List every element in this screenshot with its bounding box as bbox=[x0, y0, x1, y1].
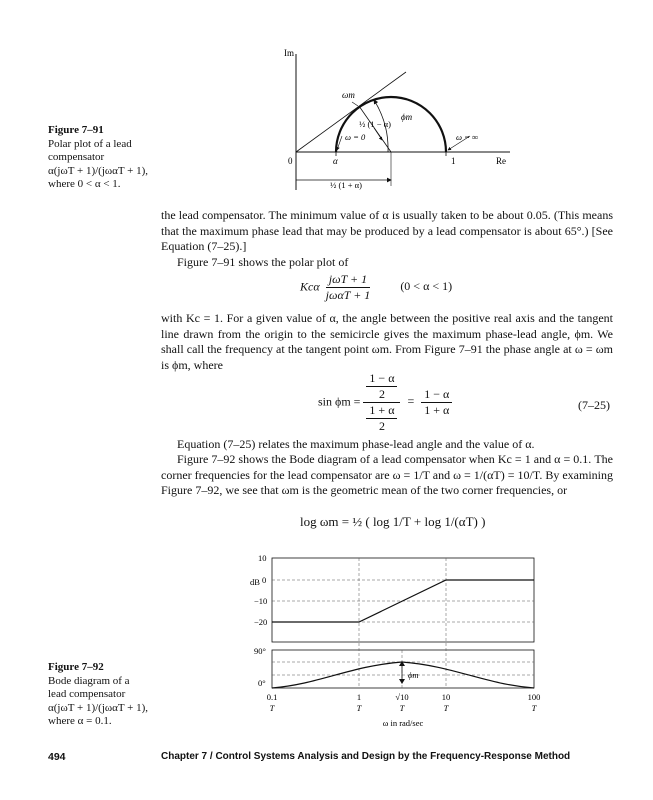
x-tick-den: T bbox=[443, 703, 449, 713]
omega-inf-label: ω = ∞ bbox=[456, 132, 479, 142]
eq1-condition: (0 < α < 1) bbox=[400, 279, 453, 294]
caption-line: compensator bbox=[48, 151, 105, 163]
caption-line: Bode diagram of a bbox=[48, 674, 130, 687]
x-tick-den: T bbox=[269, 703, 275, 713]
x-tick: √10 bbox=[395, 692, 409, 702]
figure-7-91-caption bbox=[48, 124, 188, 192]
caption-line: lead compensator bbox=[48, 688, 126, 700]
x-tick: 0.1 bbox=[266, 692, 278, 702]
omega-m-label: ωm bbox=[342, 90, 355, 100]
x-tick: 1 bbox=[356, 692, 362, 702]
x-tick-den: T bbox=[531, 703, 537, 713]
eq2-den-bot: 2 bbox=[378, 419, 385, 433]
center-label: ½ (1 + α) bbox=[330, 180, 362, 190]
equation-tag: (7–25) bbox=[578, 398, 610, 412]
mag-tick: 0 bbox=[262, 575, 267, 585]
mag-tick: −10 bbox=[254, 596, 268, 606]
x-tick: 100 bbox=[527, 692, 541, 702]
equation-3: log ωm = ½ ( log 1/T + log 1/(αT) ) bbox=[300, 514, 486, 529]
one-tick-label: 1 bbox=[451, 156, 456, 166]
mag-tick: −20 bbox=[254, 617, 268, 627]
phase-tick: 90° bbox=[254, 646, 266, 656]
eq1-numerator: jωT + 1 bbox=[326, 272, 370, 288]
magnitude-panel bbox=[272, 558, 534, 642]
caption-line: α(jωT + 1)/(jωαT + 1), bbox=[48, 701, 149, 714]
figure-label: Figure 7–91 bbox=[48, 124, 104, 136]
im-label: Im bbox=[284, 48, 294, 58]
alpha-tick-label: α bbox=[333, 156, 338, 166]
eq2-den-top: 1 + α bbox=[366, 403, 397, 419]
eq2-num-top: 1 − α bbox=[366, 371, 397, 387]
figure-label: Figure 7–92 bbox=[48, 661, 104, 673]
eq1-denominator: jωαT + 1 bbox=[325, 288, 371, 302]
origin-label: 0 bbox=[288, 156, 293, 166]
paragraph-3: with Kc = 1. For a given value of α, the angle between the positive real axis and the tangent line drawn from the origin to the semicircle gives the maximum phase-lead angle, ϕm. We shall call the frequency at the tangent point ωm. From Figure 7–91 the phase angle at ω = ωm is ϕm, where bbox=[161, 311, 613, 372]
caption-line: Polar plot of a lead bbox=[48, 137, 132, 150]
re-label: Re bbox=[496, 156, 506, 166]
db-unit-label: dB bbox=[250, 577, 260, 587]
paragraph-2: Figure 7–91 shows the polar plot of bbox=[177, 255, 349, 269]
semicircle-curve bbox=[336, 97, 446, 152]
paragraph-4: Equation (7–25) relates the maximum phase-lead angle and the value of α. bbox=[177, 437, 535, 451]
phi-m-label: ϕm bbox=[401, 112, 413, 122]
x-tick: 10 bbox=[441, 692, 451, 702]
eq2-num-bot: 2 bbox=[378, 387, 385, 401]
caption-line: where 0 < α < 1. bbox=[48, 178, 121, 190]
eq2-right-num: 1 − α bbox=[421, 387, 452, 403]
paragraph-5: Figure 7–92 shows the Bode diagram of a lead compensator when Kc = 1 and α = 0.1. The corner frequencies for the lead compensator are ω = 1/T and ω = 1/(αT) = 10/T. By examining Figure 7–92, we see that ωm is the geometric mean of the two corner frequencies, or bbox=[161, 452, 613, 497]
x-tick-den: T bbox=[356, 703, 362, 713]
caption-line: where α = 0.1. bbox=[48, 715, 112, 727]
omega-zero-label: ω = 0 bbox=[345, 132, 366, 142]
page-number: 494 bbox=[48, 751, 66, 763]
x-tick-den: T bbox=[399, 703, 405, 713]
eq2-lhs: sin ϕm = bbox=[318, 394, 361, 409]
chapter-title: Chapter 7 / Control Systems Analysis and Design by the Frequency-Response Method bbox=[161, 751, 571, 762]
caption-line: α(jωT + 1)/(jωαT + 1), bbox=[48, 164, 149, 177]
eq2-equals: = bbox=[407, 394, 415, 409]
polar-plot-diagram bbox=[270, 40, 530, 200]
bode-diagram bbox=[240, 550, 570, 740]
figure-7-92-caption bbox=[48, 661, 188, 729]
phase-tick: 0° bbox=[258, 678, 266, 688]
radius-label: ½ (1 − α) bbox=[359, 119, 391, 129]
eq1-lhs: Kcα bbox=[300, 279, 320, 294]
equation-2 bbox=[318, 371, 452, 434]
phi-m-label: ϕm bbox=[408, 670, 419, 680]
mag-tick: 10 bbox=[258, 553, 267, 563]
x-axis-label: ω in rad/sec bbox=[382, 718, 424, 728]
paragraph-1: the lead compensator. The minimum value of α is usually taken to be about 0.05. (This means that the maximum phase lead that may be produced by a lead compensator is about 65°.) [See Equation (7–25).] bbox=[161, 208, 613, 253]
eq2-right-den: 1 + α bbox=[424, 403, 450, 417]
equation-1 bbox=[300, 272, 452, 303]
